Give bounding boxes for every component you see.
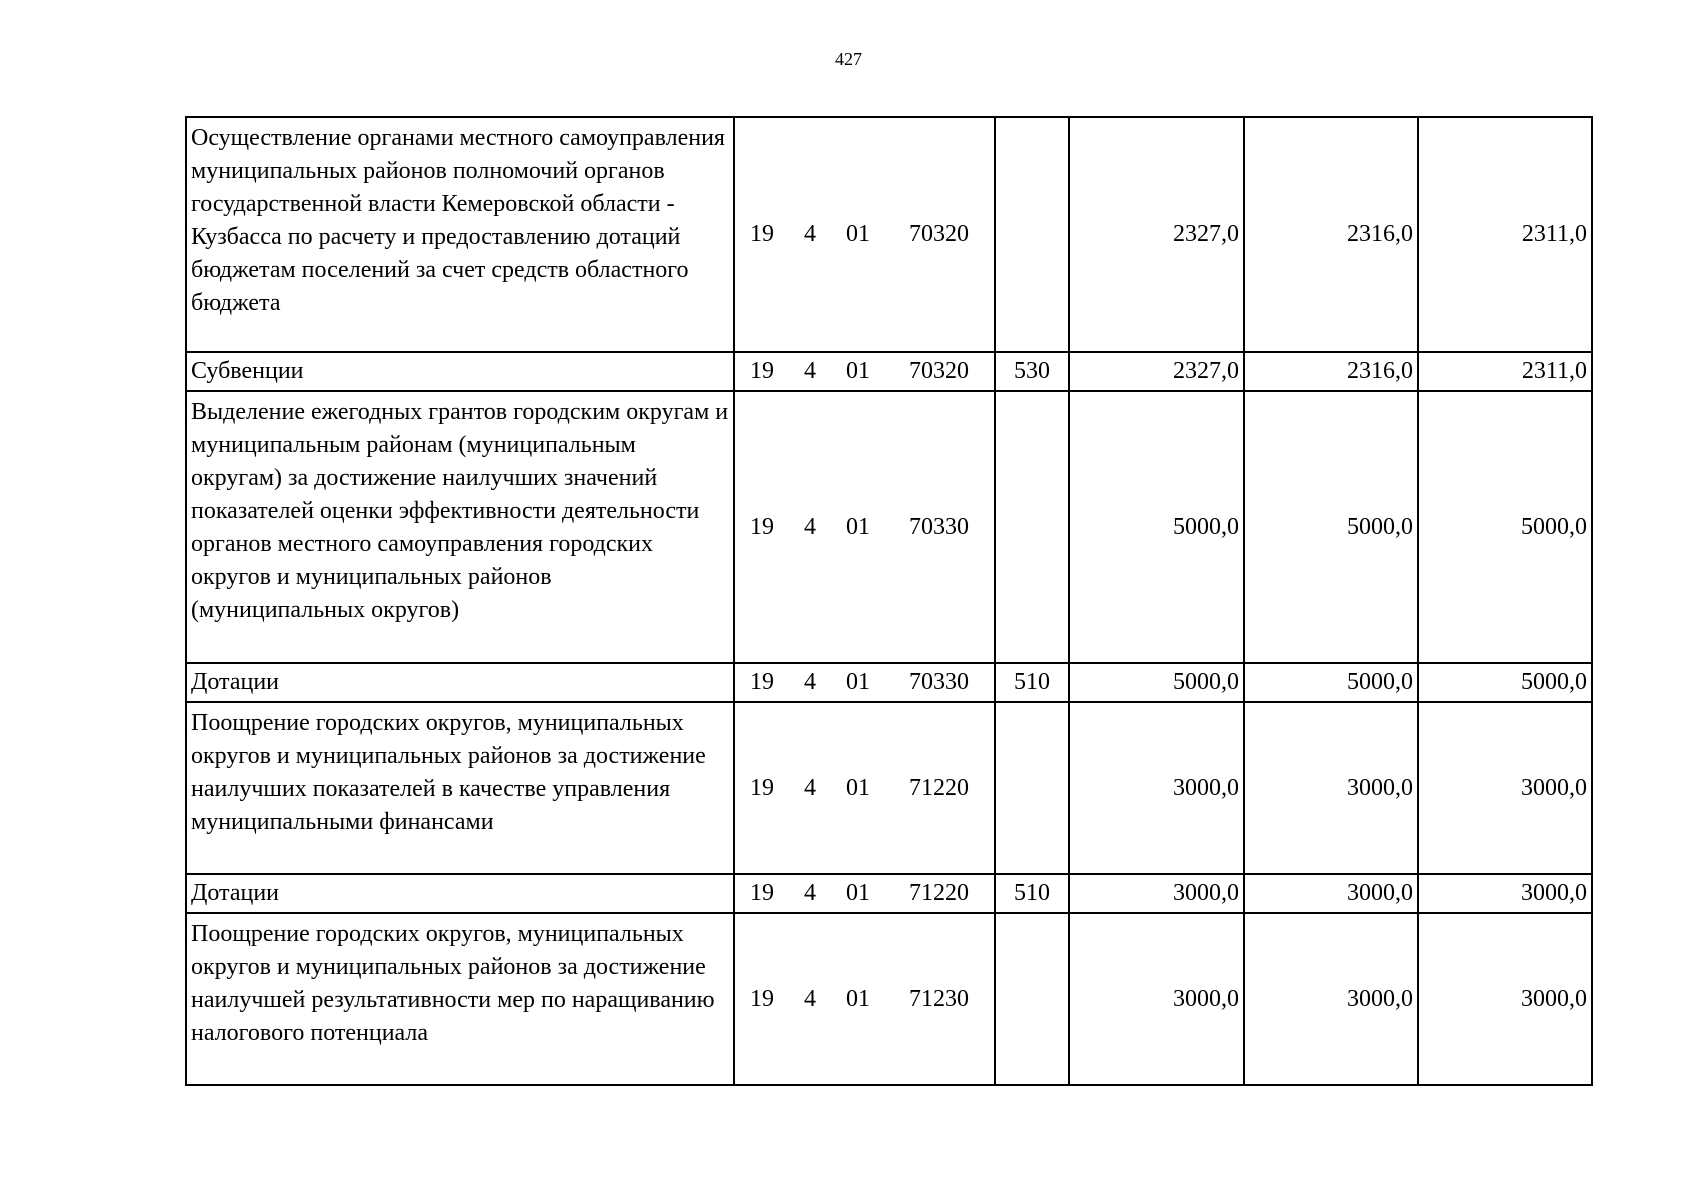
code-subprogram: 4: [804, 221, 816, 247]
value-1: 5000,0: [1069, 391, 1244, 663]
value-1: 3000,0: [1069, 874, 1244, 913]
value-3: 2311,0: [1418, 117, 1592, 352]
value-2: 2316,0: [1244, 352, 1418, 391]
table-row: [186, 663, 1592, 702]
classification-code: [734, 913, 995, 1085]
value-3: 5000,0: [1418, 391, 1592, 663]
row-description: Выделение ежегодных грантов городским округам и муниципальным районам (муниципальным округам) за достижение наилучших значений показателей оценки эффективности деятельности органов местного самоуправления городских округов и муниципальных районов (муниципальных округов): [186, 391, 734, 663]
value-2: 5000,0: [1244, 391, 1418, 663]
code-subprogram: 4: [804, 880, 816, 906]
code-direction: 70330: [909, 669, 969, 695]
row-description: Субвенции: [186, 352, 734, 391]
value-3: 5000,0: [1418, 663, 1592, 702]
table-row: [186, 874, 1592, 913]
budget-table: [185, 116, 1593, 1086]
code-program: 19: [750, 358, 774, 384]
code-subprogram: 4: [804, 774, 816, 801]
code-event: 01: [846, 513, 870, 540]
code-program: 19: [750, 985, 774, 1012]
value-1: 3000,0: [1069, 913, 1244, 1085]
code-direction: 70330: [909, 513, 969, 540]
table-row: [186, 702, 1592, 874]
code-event: 01: [846, 774, 870, 801]
code-direction: 70320: [909, 221, 969, 247]
value-2: 3000,0: [1244, 874, 1418, 913]
code-event: 01: [846, 880, 870, 906]
value-3: 3000,0: [1418, 913, 1592, 1085]
table-row: [186, 913, 1592, 1085]
value-1: 2327,0: [1069, 117, 1244, 352]
code-subprogram: 4: [804, 358, 816, 384]
row-description: Осуществление органами местного самоуправления муниципальных районов полномочий органов государственной власти Кемеровской области - Кузбасса по расчету и предоставлению дотаций бюджетам поселений за счет средств областного бюджета: [186, 117, 734, 352]
code-program: 19: [750, 513, 774, 540]
value-3: 2311,0: [1418, 352, 1592, 391]
value-1: 5000,0: [1069, 663, 1244, 702]
code-event: 01: [846, 358, 870, 384]
expense-type: 510: [995, 663, 1069, 702]
classification-code: [734, 702, 995, 874]
value-3: 3000,0: [1418, 702, 1592, 874]
classification-code: [734, 874, 995, 913]
code-subprogram: 4: [804, 985, 816, 1012]
code-program: 19: [750, 880, 774, 906]
expense-type: [995, 391, 1069, 663]
code-program: 19: [750, 774, 774, 801]
expense-type: 510: [995, 874, 1069, 913]
code-event: 01: [846, 221, 870, 247]
expense-type: [995, 702, 1069, 874]
value-3: 3000,0: [1418, 874, 1592, 913]
code-subprogram: 4: [804, 513, 816, 540]
classification-code: [734, 352, 995, 391]
value-2: 2316,0: [1244, 117, 1418, 352]
row-description: Поощрение городских округов, муниципальных округов и муниципальных районов за достижение наилучших показателей в качестве управления муниципальными финансами: [186, 702, 734, 874]
code-direction: 70320: [909, 358, 969, 384]
row-description: Поощрение городских округов, муниципальных округов и муниципальных районов за достижение наилучшей результативности мер по наращиванию налогового потенциала: [186, 913, 734, 1085]
page-number: 427: [835, 49, 862, 69]
code-subprogram: 4: [804, 669, 816, 695]
code-event: 01: [846, 669, 870, 695]
classification-code: [734, 117, 995, 352]
table-row: [186, 391, 1592, 663]
expense-type: 530: [995, 352, 1069, 391]
row-description: Дотации: [186, 874, 734, 913]
code-direction: 71230: [909, 985, 969, 1012]
code-direction: 71220: [909, 774, 969, 801]
expense-type: [995, 117, 1069, 352]
expense-type: [995, 913, 1069, 1085]
classification-code: [734, 663, 995, 702]
value-2: 3000,0: [1244, 913, 1418, 1085]
code-program: 19: [750, 221, 774, 247]
value-1: 2327,0: [1069, 352, 1244, 391]
code-event: 01: [846, 985, 870, 1012]
classification-code: [734, 391, 995, 663]
value-1: 3000,0: [1069, 702, 1244, 874]
row-description: Дотации: [186, 663, 734, 702]
code-direction: 71220: [909, 880, 969, 906]
code-program: 19: [750, 669, 774, 695]
value-2: 3000,0: [1244, 702, 1418, 874]
table-row: [186, 117, 1592, 352]
value-2: 5000,0: [1244, 663, 1418, 702]
table-row: [186, 352, 1592, 391]
